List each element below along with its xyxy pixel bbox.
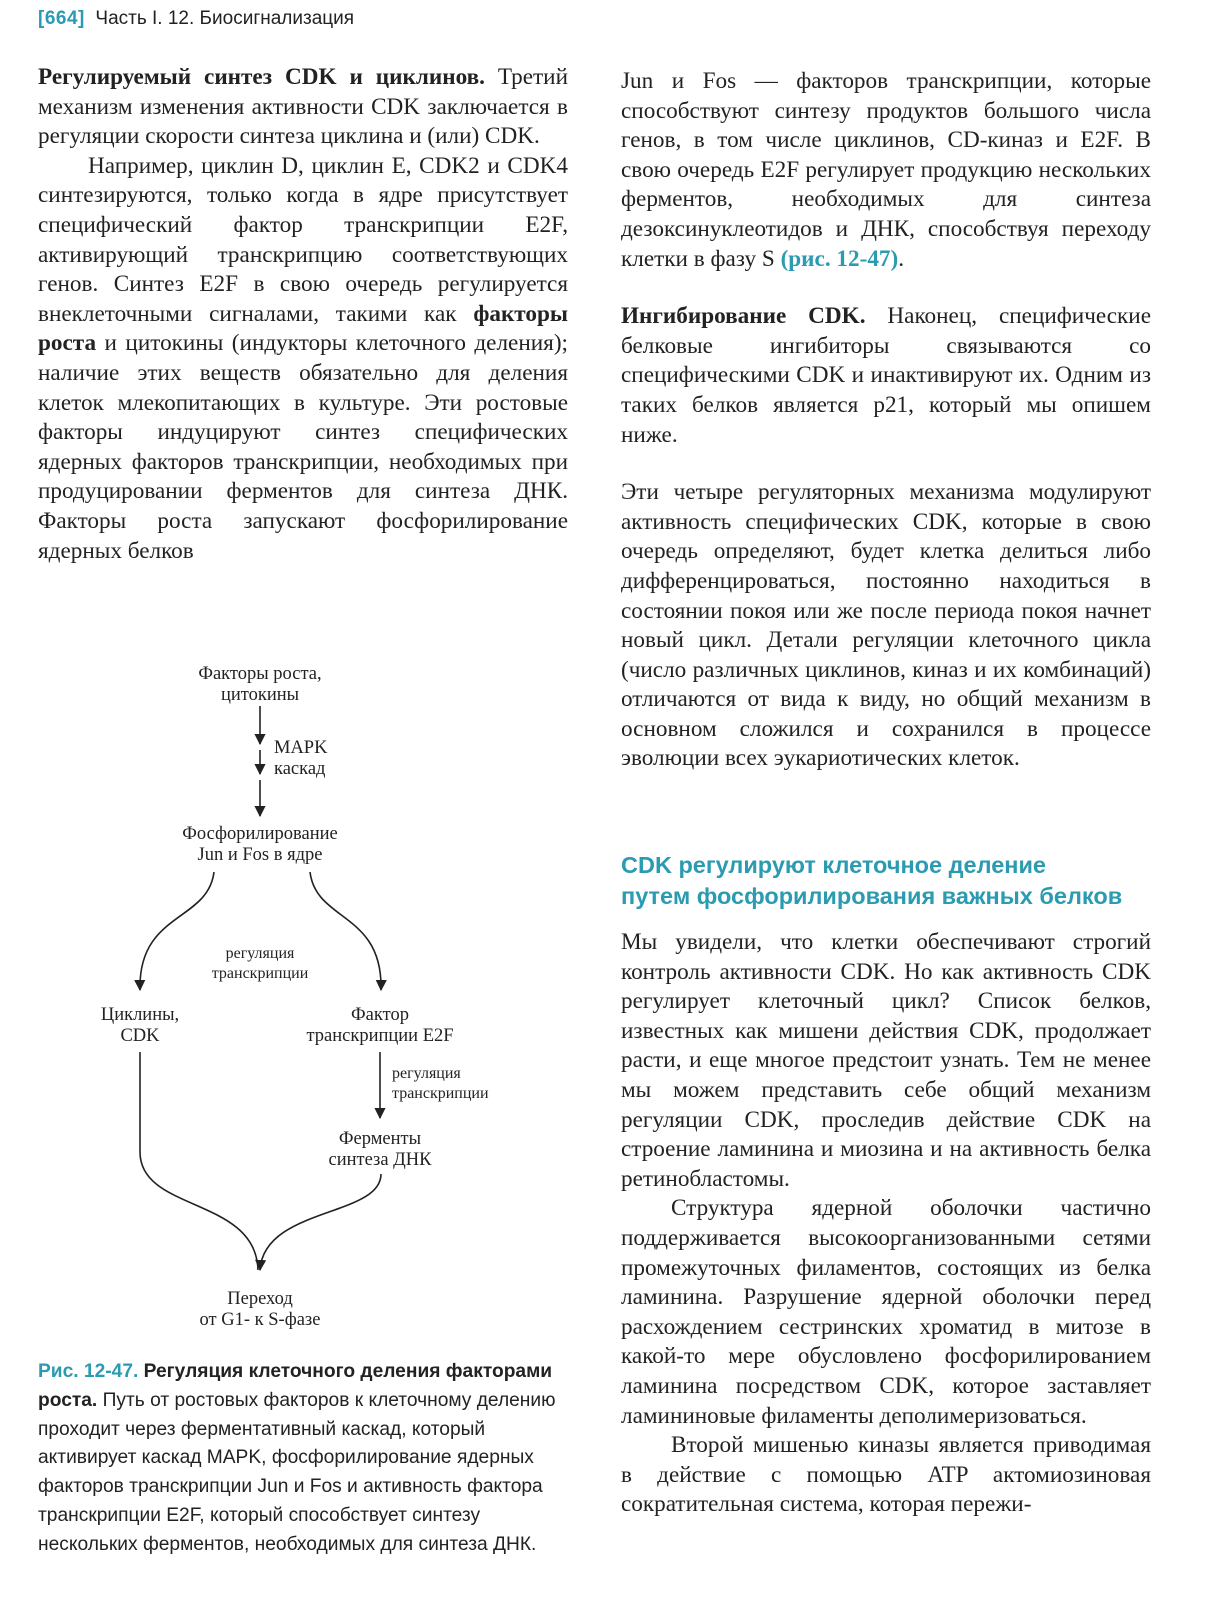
section-heading: CDK регулируют клеточное деление путем фосфорилирования важных белков <box>621 852 1123 909</box>
paragraph-four-mechanisms <box>621 478 1151 774</box>
right-column <box>621 67 1151 774</box>
figure-reference-link[interactable]: (рис. 12-47) <box>780 245 899 272</box>
paragraph-heading: Регулируемый синтез CDK и циклинов. <box>38 64 485 90</box>
caption-title: Регуляция клеточного деления факторами роста. <box>38 1361 553 1411</box>
figure-number: Рис. 12-47. <box>38 1361 139 1382</box>
label-transcription-regulation: регуляция транскрипции <box>211 945 309 982</box>
paragraph-text: Третий механизм изменения активности CDK заключается в регуляции скорости синтеза циклина и (или) CDK. <box>38 64 568 150</box>
left-column <box>38 63 568 566</box>
right-column-lower <box>621 928 1151 1520</box>
paragraph-text: Например, циклин D, циклин E, CDK2 и CDK4 синтезируются, только когда в ядре присутствует специфический фактор транскрипции E2F, активирующий транскрипцию соответствующих генов. Синтез E2F в свою очередь регулируется внеклеточными сигналами, такими как <box>38 152 568 327</box>
figure-caption <box>38 1358 570 1560</box>
bold-term: факторы роста <box>38 300 568 357</box>
figure-diagram <box>38 652 578 1342</box>
paragraph-heading: Ингибирование CDK. <box>621 303 866 330</box>
paragraph-jun-fos: Jun и Fos — факторов транскрипции, которые способствуют синтезу продуктов большого числа генов, в том числе циклинов, CD-киназ и E2F. В свою очередь E2F регулирует продукцию нескольких ферментов, необходимых для синтеза дезоксинуклеотидов и ДНК, способствуя переходу клетки в фазу S (рис. 12-47). <box>621 68 1151 272</box>
label-transcription-regulation-2: регуляция транскрипции <box>392 1065 489 1102</box>
paragraph-text: Мы увидели, что клетки обеспечивают строгий контроль активности CDK. Но как активность CDK регулирует клеточный цикл? Список белков, известных как мишени действия CDK, продолжает расти, и еще многое предстоит узнать. Тем не менее мы можем представить себе общий механизм регуляции CDK, проследив действие CDK на строение ламинина и миозина и на активность белка ретинобластомы. <box>621 929 1151 1192</box>
paragraph-cdk-synthesis <box>38 63 568 152</box>
paragraph-text: Второй мишенью киназы является приводимая в действие с помощью ATP актомиозиновая сократительная система, которая пережи- <box>621 1432 1151 1518</box>
paragraph-cdk-control <box>621 928 1151 1194</box>
paragraph-nuclear-envelope <box>621 1194 1151 1431</box>
paragraph-text: и цитокины (индукторы клеточного деления); наличие этих веществ обязательно для деления клеток млекопитающих в культуре. Эти ростовые факторы индуцируют синтез специфических ядерных факторов транскрипции, необходимых при продуцировании ферментов для синтеза ДНК. Факторы роста запускают фосфорилирование ядерных белков <box>38 330 568 564</box>
node-e2f: Фактор транскрипции E2F <box>306 1005 454 1046</box>
paragraph-second-target <box>621 1431 1151 1520</box>
running-title: Часть I. 12. Биосигнализация <box>95 8 355 29</box>
node-dna-enzymes: Ферменты синтеза ДНК <box>328 1129 432 1170</box>
node-mapk: MAPK каскад <box>274 738 328 779</box>
page-number: [664] <box>38 8 85 29</box>
paragraph-text: Структура ядерной оболочки частично поддерживается высокоорганизованными сетями промежуточных филаментов, состоящих из белка ламинина. Разрушение ядерной оболочки перед расхождением сестринских хроматид в митозе в какой-то мере обусловлено фосфорилированием ламинина посредством CDK, которое заставляет ламининовые филаменты деполимеризоваться. <box>621 1195 1151 1429</box>
paragraph-text: Эти четыре регуляторных механизма модулируют активность специфических CDK, которые в свою очередь определяют, будет клетка делиться либо дифференцироваться, постоянно находиться в состоянии покоя или же после периода покоя начнет новый цикл. Детали регуляции клеточного цикла (число различных циклинов, киназ и их комбинаций) отличаются от вида к виду, но общий механизм в основном сложился и сохранился в процессе эволюции всех эукариотических клеток. <box>621 479 1151 772</box>
paragraph-example <box>38 152 568 566</box>
paragraph-text: Наконец, специфические белковые ингибиторы связываются со специфическими CDK и инактивируют их. Одним из таких белков является p21, который мы опишем ниже. <box>621 303 1151 448</box>
node-cyclins-cdk: Циклины, CDK <box>100 1005 180 1046</box>
paragraph-cdk-inhibition <box>621 302 1151 450</box>
node-phosphorylation: Фосфорилирование Jun и Fos в ядре <box>182 824 338 865</box>
node-g1-s-transition: Переход от G1- к S-фазе <box>199 1289 321 1330</box>
node-growth-factors: Факторы роста, цитокины <box>198 664 322 705</box>
running-header <box>38 8 354 30</box>
paragraph-text: Jun и Fos — факторов транскрипции, которые способствуют синтезу продуктов большого числа генов, в том числе циклинов, CD-киназ и E2F. В свою очередь E2F регулирует продукцию нескольких ферментов, необходимых для синтеза дезоксинуклеотидов и ДНК, способствуя переходу клетки в фазу S <box>621 68 1151 272</box>
caption-text: Путь от ростовых факторов к клеточному делению проходит через ферментативный каскад, который активирует каскад MAPK, фосфорилирование ядерных факторов транскрипции Jun и Fos и активность фактора транскрипции E2F, который способствует синтезу нескольких ферментов, необходимых для синтеза ДНК. <box>38 1389 556 1555</box>
